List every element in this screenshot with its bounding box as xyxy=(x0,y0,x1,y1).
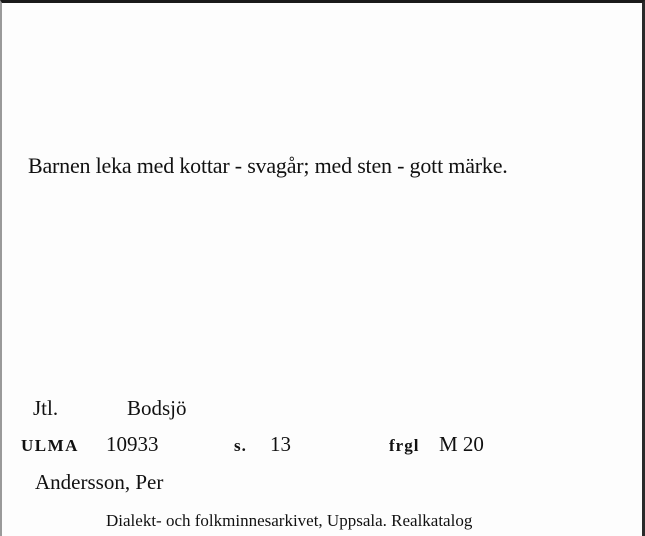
ulma-number: 10933 xyxy=(106,432,159,456)
card-main-text: Barnen leka med kottar - svagår; med sten - gott märke. xyxy=(28,153,508,178)
page-label: s. xyxy=(234,436,247,455)
page-number: 13 xyxy=(270,432,291,456)
ulma-label: ULMA xyxy=(21,436,79,455)
parish-label: Bodsjö xyxy=(127,396,187,420)
archive-footer: Dialekt- och folkminnesarkivet, Uppsala. Realkatalog xyxy=(106,511,473,530)
frgl-label: frgl xyxy=(389,436,420,455)
collector-name: Andersson, Per xyxy=(35,470,164,494)
province-label: Jtl. xyxy=(33,396,59,420)
frgl-value: M 20 xyxy=(439,432,484,456)
